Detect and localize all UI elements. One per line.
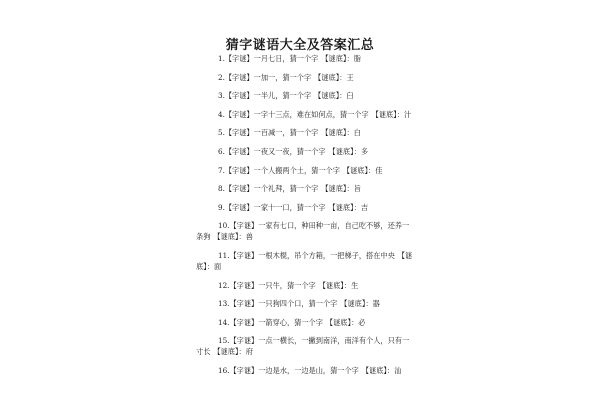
riddle-answer: 器 xyxy=(372,299,380,309)
answer-tag: 【谜底】 xyxy=(213,232,239,242)
riddle-item: 15.【字谜】一点一横长，一撇到南洋，南洋有个人，只有一寸长 【谜底】：府 xyxy=(196,336,410,357)
riddle-answer: 必 xyxy=(358,317,366,327)
riddle-number: 15. xyxy=(218,336,230,346)
riddle-answer: 兽 xyxy=(245,232,253,242)
riddle-answer: 吉 xyxy=(360,202,369,212)
answer-tag: 【谜底】 xyxy=(321,54,347,63)
document-title: 猜字谜语大全及答案汇总 xyxy=(225,38,375,53)
riddle-answer: 府 xyxy=(245,347,253,357)
riddle-tag: 【字谜】 xyxy=(229,336,259,346)
answer-tag: 【谜底】 xyxy=(196,250,413,271)
riddle-answer: 臼 xyxy=(346,91,354,101)
riddle-tag: 【字谜】 xyxy=(229,317,259,327)
riddle-number: 8. xyxy=(218,184,225,194)
riddle-question: 一只牛，猜一个字 xyxy=(258,280,316,290)
riddle-tag: 【字谜】 xyxy=(224,109,254,119)
answer-tag: 【谜底】 xyxy=(328,146,354,156)
riddle-answer: 多 xyxy=(360,146,369,156)
riddle-item: 14.【字谜】一箭穿心，猜一个字 【谜底】：必 xyxy=(218,317,366,327)
riddle-question: 一根木棍，吊个方箱，一把梯子，搭在中央 xyxy=(258,250,395,260)
riddle-question: 一夜又一夜，猜一个字 xyxy=(253,146,326,156)
riddle-tag: 【字谜】 xyxy=(224,184,254,194)
riddle-number: 12. xyxy=(218,280,230,290)
riddle-item: 8.【字谜】一个礼拜，猜一个字 【谜底】：旨 xyxy=(218,184,361,194)
riddle-number: 7. xyxy=(218,165,225,175)
riddle-number: 16. xyxy=(218,365,230,375)
riddle-answer: 汕 xyxy=(394,365,402,375)
riddle-list xyxy=(196,53,416,384)
riddle-number: 4. xyxy=(218,109,225,119)
riddle-question: 一家有七口，种田种一亩，自己吃不够，还养一条狗 xyxy=(196,221,410,242)
riddle-item: 13.【字谜】一只狗四个口，猜一个字 【谜底】：器 xyxy=(218,299,380,309)
riddle-tag: 【字谜】 xyxy=(224,165,254,175)
answer-tag: 【谜底】 xyxy=(321,128,347,138)
riddle-item: 1.【字谜】一月七日，猜一个字 【谜底】：脂 xyxy=(218,54,361,63)
riddle-item: 4.【字谜】一字十三点，难在如何点，猜一个字 【谜底】：汁 xyxy=(218,109,412,119)
riddle-tag: 【字谜】 xyxy=(224,146,254,156)
riddle-item: 12.【字谜】一只牛，猜一个字 【谜底】：生 xyxy=(218,280,359,290)
riddle-answer: 王 xyxy=(346,72,354,82)
riddle-number: 11. xyxy=(218,250,230,260)
riddle-tag: 【字谜】 xyxy=(224,72,254,82)
riddle-item: 9.【字谜】一家十一口，猜一个字 【谜底】：吉 xyxy=(218,202,369,212)
answer-tag: 【谜底】 xyxy=(342,165,369,175)
riddle-item: 6.【字谜】一夜又一夜，猜一个字 【谜底】：多 xyxy=(218,146,369,156)
riddle-question: 一只狗四个口，猜一个字 xyxy=(258,299,338,309)
riddle-number: 5. xyxy=(218,128,225,138)
riddle-tag: 【字谜】 xyxy=(224,54,254,63)
riddle-question: 一点一横长，一撇到南洋，南洋有个人，只有一寸长 xyxy=(196,336,410,357)
riddle-tag: 【字谜】 xyxy=(229,221,259,231)
answer-tag: 【谜底】 xyxy=(213,347,239,357)
riddle-answer: 生 xyxy=(351,280,359,290)
riddle-tag: 【字谜】 xyxy=(224,91,254,101)
riddle-number: 14. xyxy=(218,317,230,327)
riddle-answer: 脂 xyxy=(353,54,361,63)
riddle-item: 10.【字谜】一家有七口，种田种一亩，自己吃不够，还养一条狗 【谜底】：兽 xyxy=(196,221,410,242)
riddle-answer: 白 xyxy=(353,128,361,138)
riddle-tag: 【字谜】 xyxy=(229,299,259,309)
riddle-question: 一个礼拜，猜一个字 xyxy=(253,184,319,194)
riddle-item: 16.【字谜】一边是水，一边是山，猜一个字 【谜底】：汕 xyxy=(218,365,402,375)
riddle-number: 9. xyxy=(218,202,225,212)
riddle-answer: 佳 xyxy=(375,165,383,175)
riddle-question: 一半儿，猜一个字 xyxy=(253,91,312,101)
riddle-item: 11.【字谜】一根木棍，吊个方箱，一把梯子，搭在中央 【谜底】：面 xyxy=(196,250,413,271)
answer-tag: 【谜底】 xyxy=(325,317,352,327)
riddle-question: 一百减一，猜一个字 xyxy=(253,128,319,138)
answer-tag: 【谜底】 xyxy=(314,91,340,101)
answer-tag: 【谜底】 xyxy=(340,299,366,309)
riddle-answer: 旨 xyxy=(353,184,361,194)
answer-tag: 【谜底】 xyxy=(328,202,354,212)
riddle-tag: 【字谜】 xyxy=(224,202,254,212)
answer-tag: 【谜底】 xyxy=(318,280,344,290)
riddle-question: 一月七日，猜一个字 xyxy=(253,54,319,63)
riddle-number: 1. xyxy=(218,54,225,63)
riddle-number: 10. xyxy=(218,221,230,231)
answer-tag: 【谜底】 xyxy=(371,109,397,119)
answer-tag: 【谜底】 xyxy=(361,365,387,375)
riddle-question: 一箭穿心，猜一个字 xyxy=(258,317,323,327)
riddle-tag: 【字谜】 xyxy=(224,128,254,138)
riddle-answer: 面 xyxy=(213,261,222,271)
riddle-number: 6. xyxy=(218,146,225,156)
riddle-item: 7.【字谜】一个人搬两个土，猜一个字 【谜底】：佳 xyxy=(218,165,383,175)
riddle-question: 一加一，猜一个字 xyxy=(253,72,312,82)
riddle-number: 13. xyxy=(218,299,230,309)
riddle-question: 一个人搬两个土，猜一个字 xyxy=(253,165,340,175)
riddle-question: 一字十三点，难在如何点，猜一个字 xyxy=(253,109,369,119)
riddle-question: 一家十一口，猜一个字 xyxy=(253,202,326,212)
riddle-item: 3.【字谜】一半儿，猜一个字 【谜底】：臼 xyxy=(218,91,354,101)
answer-tag: 【谜底】 xyxy=(321,184,347,194)
riddle-tag: 【字谜】 xyxy=(229,250,259,260)
answer-tag: 【谜底】 xyxy=(314,72,340,82)
riddle-item: 5.【字谜】一百减一，猜一个字 【谜底】：白 xyxy=(218,128,361,138)
riddle-item: 2.【字谜】一加一，猜一个字 【谜底】：王 xyxy=(218,72,354,82)
riddle-number: 3. xyxy=(218,91,225,101)
riddle-tag: 【字谜】 xyxy=(229,280,259,290)
riddle-tag: 【字谜】 xyxy=(229,365,259,375)
riddle-number: 2. xyxy=(218,72,225,82)
riddle-answer: 汁 xyxy=(404,109,412,119)
riddle-question: 一边是水，一边是山，猜一个字 xyxy=(258,365,359,375)
